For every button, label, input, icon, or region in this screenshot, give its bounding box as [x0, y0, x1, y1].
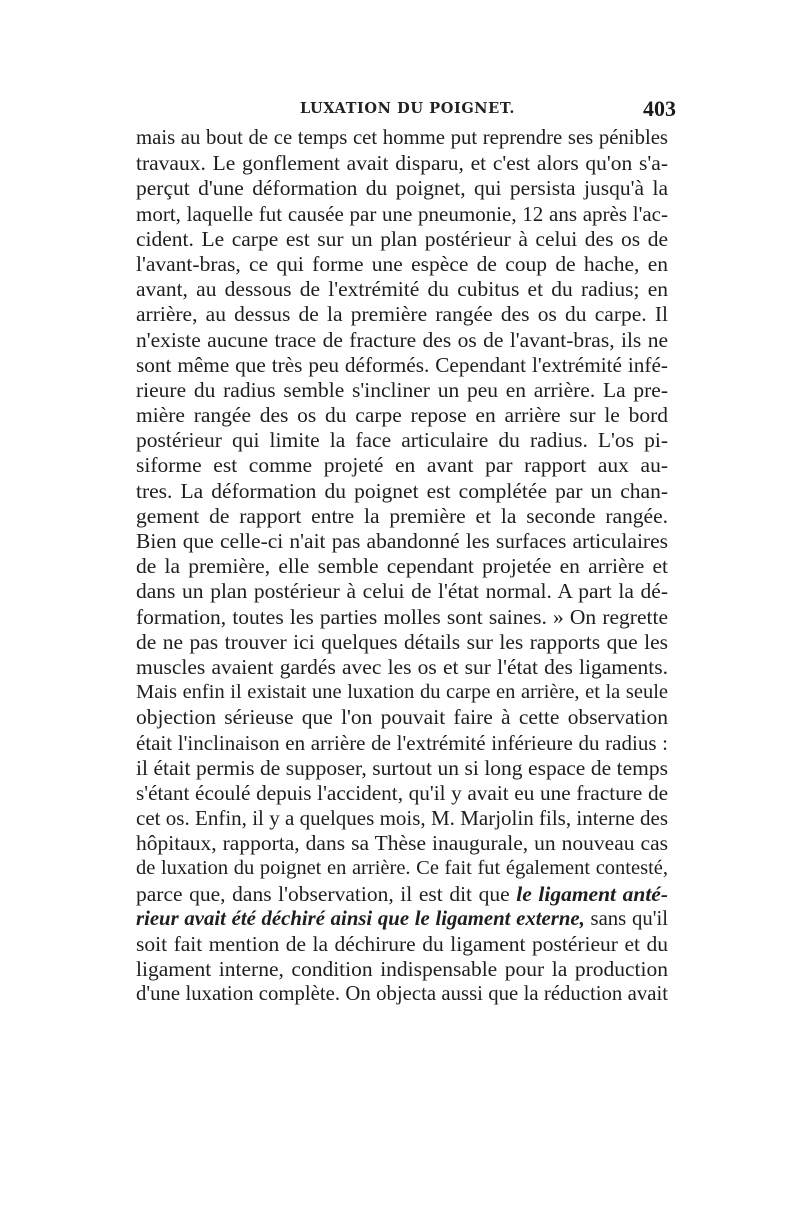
page-number: 403 — [643, 96, 676, 121]
running-head — [136, 98, 676, 122]
text-line: mort, laquelle fut causée par une pneumonie, 12 ans après l'ac- — [136, 201, 668, 226]
italic-segment: le ligament anté- — [516, 881, 669, 906]
running-title: LUXATION DU POIGNET. — [300, 100, 515, 117]
text-line: Bien que celle-ci n'ait pas abandonné les surfaces articulaires — [136, 529, 668, 553]
text-line: s'étant écoulé depuis l'accident, qu'il y avait eu une fracture de — [136, 780, 668, 805]
text-line: rieure du radius semble s'incliner un peu en arrière. La pre- — [136, 377, 668, 402]
text-line: l'avant-bras, ce qui forme une espèce de coup de hache, en — [136, 251, 668, 276]
text-line: d'une luxation complète. On objecta aussi que la réduction avait — [136, 983, 668, 1006]
text-line: postérieur qui limite la face articulaire du radius. L'os pi- — [136, 428, 668, 453]
text-line: soit fait mention de la déchirure du ligament postérieur et du — [136, 932, 668, 956]
text-line: gement de rapport entre la première et la seconde rangée. — [136, 503, 668, 528]
text-line-with-italic — [136, 907, 668, 932]
text-line: travaux. Le gonflement avait disparu, et c'est alors qu'on s'a- — [136, 151, 668, 176]
text-line: Mais enfin il existait une luxation du carpe en arrière, et la seule — [136, 681, 668, 704]
text-line: cet os. Enfin, il y a quelques mois, M. Marjolin fils, interne des — [136, 806, 668, 831]
text-line: dans un plan postérieur à celui de l'état normal. A part la dé- — [136, 579, 668, 604]
text-segment: parce que, dans l'observation, il est dit que — [136, 881, 517, 906]
text-line: objection sérieuse que l'on pouvait faire à cette observation — [136, 705, 668, 730]
text-line: siforme est comme projeté en avant par rapport aux au- — [136, 453, 668, 478]
text-segment: sans qu'il — [584, 907, 668, 930]
text-line: cident. Le carpe est sur un plan postérieur à celui des os de — [136, 226, 668, 251]
text-line: mais au bout de ce temps cet homme put reprendre ses pénibles — [136, 127, 668, 149]
text-line: mière rangée des os du carpe repose en arrière sur le bord — [136, 403, 668, 428]
text-line: hôpitaux, rapporta, dans sa Thèse inaugurale, un nouveau cas — [136, 831, 668, 856]
text-line: ligament interne, condition indispensable pour la production — [136, 957, 668, 982]
text-line: avant, au dessous de l'extrémité du cubitus et du radius; en — [136, 277, 668, 302]
text-line: sont même que très peu déformés. Cependant l'extrémité infé- — [136, 352, 668, 377]
text-line: était l'inclinaison en arrière de l'extrémité inférieure du radius : — [136, 730, 668, 755]
text-line: de ne pas trouver ici quelques détails sur les rapports que les — [136, 629, 668, 654]
text-line: formation, toutes les parties molles sont saines. » On regrette — [136, 604, 668, 629]
text-line-with-italic — [136, 882, 668, 907]
text-line: de luxation du poignet en arrière. Ce fait fut également contesté, — [136, 857, 668, 880]
text-line: perçut d'une déformation du poignet, qui persista jusqu'à la — [136, 176, 668, 201]
text-line: il était permis de supposer, surtout un si long espace de temps — [136, 755, 668, 780]
text-line: n'existe aucune trace de fracture des os de l'avant-bras, ils ne — [136, 327, 668, 352]
text-line: arrière, au dessus de la première rangée des os du carpe. Il — [136, 302, 668, 327]
text-line: muscles avaient gardés avec les os et sur l'état des ligaments. — [136, 654, 668, 679]
italic-segment: rieur avait été déchiré ainsi que le ligament externe, — [136, 907, 585, 930]
text-line: de la première, elle semble cependant projetée en arrière et — [136, 554, 668, 579]
text-line: tres. La déformation du poignet est complétée par un chan- — [136, 478, 668, 503]
body-text — [136, 126, 668, 1008]
